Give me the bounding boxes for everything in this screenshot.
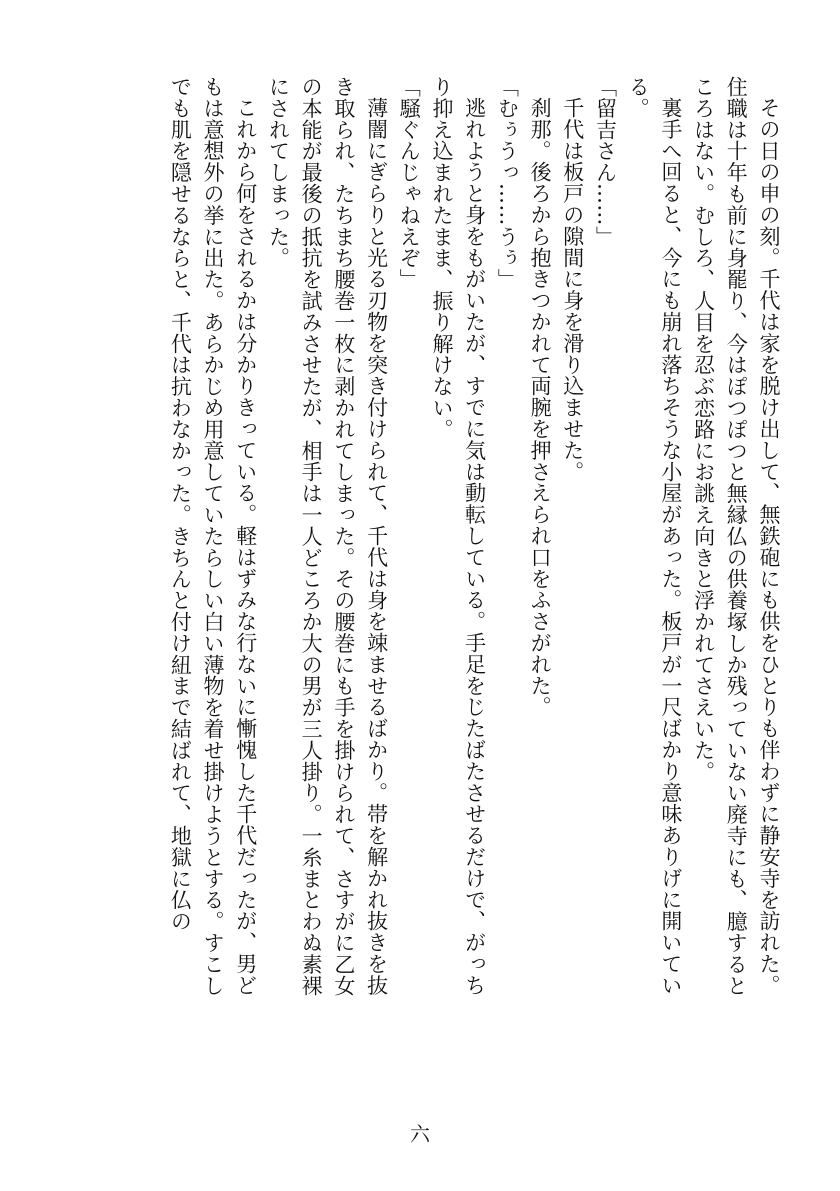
paragraph-2: 裏手へ回ると、今にも崩れ落ちそうな小屋があった。板戸が一尺ばかり意味ありげに開いている。: [626, 76, 683, 996]
paragraph-1: その日の申の刻。千代は家を脱け出して、無鉄砲にも供をひとりも伴わずに静安寺を訪れた。住職は十年も前に身罷り、今はぽつぽつと無縁仏の供養塚しか残っていない廃寺にも、臆するところはない。むしろ、人目を忍ぶ恋路にお誂え向きと浮かれてさえいた。: [691, 76, 781, 997]
paragraph-7: これから何をされるかは分かりきっている。軽はずみな行ないに慚愧した千代だったが、男どもは意想外の挙に出た。あらかじめ用意していたらしい白い薄物を着せ掛けようとする。すこしでも肌を隠せるならと、千代は抗わなかった。きちんと付け紐まで結ばれて、地獄に仏の: [168, 76, 258, 997]
page-number: 六: [410, 1122, 430, 1146]
dialogue-3: 「騒ぐんじゃねえぞ」: [397, 76, 422, 290]
dialogue-2: 「むぅうっ……うぅ」: [495, 76, 520, 290]
paragraph-6: 薄闇にぎらりと光る刃物を突き付けられて、千代は身を竦ませるばかり。帯を解かれ抜きを抜き取られ、たちまち腰巻一枚に剥かれてしまった。その腰巻にも手を掛けられて、さすがに乙女の本能が最後の抵抗を試みさせたが、相手は一人どころか大の男が三人掛り。一糸まとわぬ素裸にされてしまった。: [266, 76, 389, 997]
paragraph-4: 刹那。後ろから抱きつかれて両腕を押さえられ口をふさがれた。: [528, 97, 553, 718]
vertical-text-body: [164, 76, 785, 1016]
dialogue-1: 「留吉さん……」: [593, 76, 618, 248]
paragraph-3: 千代は板戸の隙間に身を滑り込ませた。: [560, 97, 585, 483]
paragraph-5: 逃れようと身をもがいたが、すでに気は動転している。手足をじたばたさせるだけで、がっちり抑え込まれたまま、振り解けない。: [429, 76, 487, 996]
